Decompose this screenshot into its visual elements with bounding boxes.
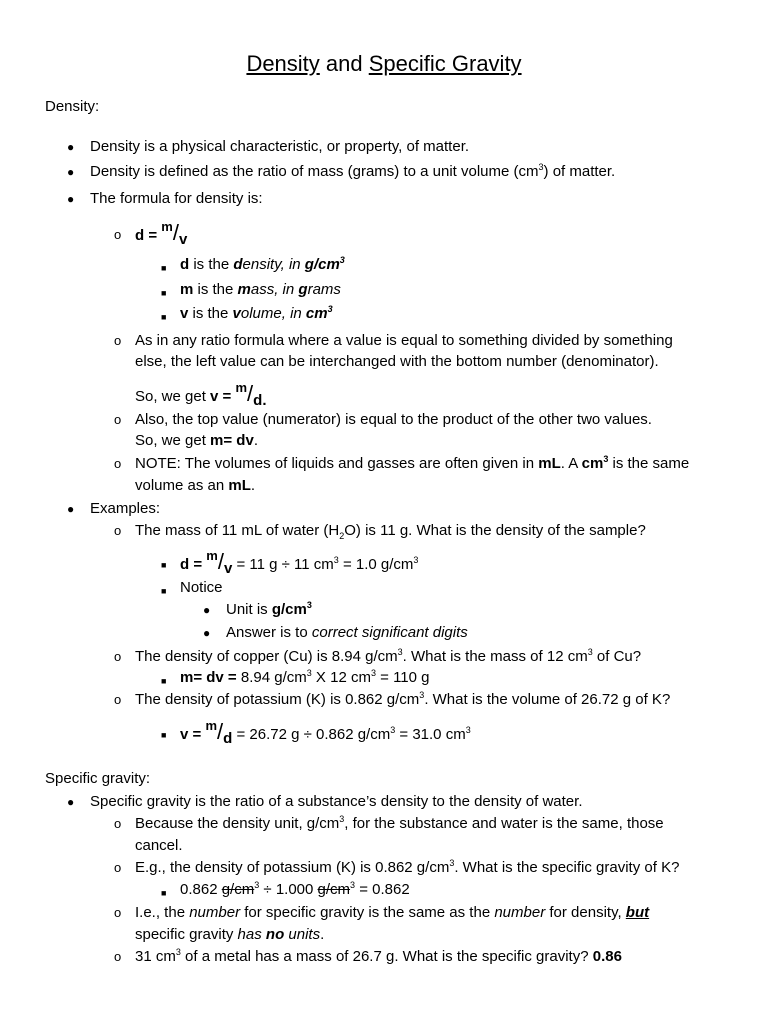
title-specific-gravity: Specific Gravity [368, 51, 522, 76]
def-d-unit: g/cm [304, 256, 340, 273]
superscript: 3 [465, 725, 471, 735]
ratio-line-3-text: So, we get [135, 388, 211, 405]
density-bullet-3 [67, 190, 263, 208]
struck-unit-2: g/cm [317, 881, 351, 898]
circle-bullet-icon: o [114, 692, 122, 707]
density-bullet-3-text: The formula for density is: [90, 190, 263, 207]
example-2-formula [161, 668, 430, 687]
example-2-text-c: of Cu? [592, 648, 642, 665]
note-text-a: NOTE: The volumes of liquids and gasses are often given in [135, 455, 539, 472]
sg4b-has: has [237, 926, 262, 943]
definition-d [161, 255, 345, 274]
def-m-word: ass, in [250, 281, 299, 298]
formula-slash: / [217, 719, 224, 744]
notice-item [161, 579, 223, 597]
circle-bullet-icon: o [114, 412, 122, 427]
formula-lhs: v = [210, 388, 236, 405]
formula-period: . [262, 392, 267, 409]
circle-bullet-icon: o [114, 860, 122, 875]
examples-bullet [67, 500, 161, 518]
superscript: 3 [175, 947, 181, 957]
unit-value: g/cm [271, 601, 307, 618]
answer-item [203, 624, 468, 642]
also-line-2-end: . [253, 432, 258, 449]
example-1 [114, 522, 646, 541]
note-line-1 [114, 454, 690, 473]
sg-line-5 [114, 947, 622, 966]
ratio-line-2: else, the left value can be interchanged with the bottom number (denominator). [135, 353, 659, 370]
density-bullet-1 [67, 138, 470, 156]
specific-gravity-heading: Specific gravity: [45, 770, 151, 787]
sg4-but: but [625, 904, 650, 921]
sg4-e: for density, [545, 904, 626, 921]
def-v-text: is the [188, 305, 233, 322]
def-v-unit: cm [305, 305, 328, 322]
sg-formula [161, 880, 410, 899]
superscript: 3 [306, 600, 312, 610]
bullet-icon: ● [67, 192, 75, 206]
example-2-calc-b: X 12 cm [311, 669, 371, 686]
square-bullet-icon: ■ [161, 560, 167, 570]
density-bullet-1-text: Density is a physical characteristic, or property, of matter. [90, 138, 470, 155]
density-bullet-2-text: Density is defined as the ratio of mass (grams) to a unit volume (cm [90, 163, 539, 180]
formula-denominator: v [178, 231, 188, 248]
formula-denominator: d [223, 730, 233, 747]
sg4b-a: specific gravity [135, 926, 238, 943]
note2-end: . [250, 477, 256, 494]
formula-slash: / [217, 549, 224, 574]
example-2-text-b: . What is the mass of 12 cm [402, 648, 588, 665]
formula-denominator: d [253, 392, 263, 409]
superscript: 3 [419, 690, 425, 700]
superscript: 3 [339, 814, 345, 824]
def-d-word: ensity, in [242, 256, 305, 273]
sg-line-3-text-b: . What is the specific gravity of K? [454, 859, 680, 876]
superscript: 3 [397, 647, 403, 657]
sg-line-2 [114, 814, 664, 833]
def-v-word: olume, in [240, 305, 306, 322]
sg-line-2-text-b: , for the substance and water is the same, those [344, 815, 664, 832]
superscript: 3 [339, 255, 345, 265]
example-3-formula [161, 718, 471, 747]
def-d-text: is the [189, 256, 234, 273]
sg4b-no: no [265, 926, 285, 943]
unit-text: Unit is [226, 601, 272, 618]
sg4-c: for specific gravity is the same as the [240, 904, 495, 921]
bullet-icon: ● [203, 626, 211, 640]
sg-line-2-text-a: Because the density unit, g/cm [135, 815, 340, 832]
def-m-unit-rest: rams [307, 281, 341, 298]
square-bullet-icon: ■ [161, 888, 167, 898]
formula-numerator: m [205, 718, 217, 733]
note-ml: mL [538, 455, 561, 472]
formula-slash: / [172, 220, 179, 245]
sg-line-3-text-a: E.g., the density of potassium (K) is 0.862 g/cm [135, 859, 450, 876]
struck-unit-1: g/cm [221, 881, 255, 898]
def-v-initial: v [232, 305, 241, 322]
formula-lhs: d = [180, 556, 207, 573]
unit-item [203, 600, 312, 619]
density-heading: Density: [45, 98, 100, 115]
sg4-number-1: number [189, 904, 241, 921]
superscript: 3 [413, 555, 419, 565]
example-2-text-a: The density of copper (Cu) is 8.94 g/cm [135, 648, 398, 665]
bullet-icon: ● [203, 603, 211, 617]
superscript: 3 [370, 668, 376, 678]
example-3-result: = 31.0 cm [395, 726, 466, 743]
formula-slash: / [247, 381, 254, 406]
bullet-icon: ● [67, 502, 75, 516]
example-3 [114, 690, 671, 709]
sg5-answer: 0.86 [592, 948, 622, 965]
def-d-symbol: d [180, 256, 190, 273]
note-text-e: is the same [608, 455, 690, 472]
sg5-b: of a metal has a mass of 26.7 g. What is the specific gravity? [180, 948, 593, 965]
formula-lhs: d = [135, 227, 162, 244]
superscript: 3 [306, 668, 312, 678]
density-formula [114, 219, 188, 248]
subscript: 2 [339, 531, 345, 541]
example-2-calc-a: 8.94 g/cm [240, 669, 307, 686]
example-1-text-a: The mass of 11 mL of water (H [135, 522, 340, 539]
example-1-formula [161, 548, 419, 577]
example-2-formula-lhs: m= dv = [180, 669, 241, 686]
def-m-unit-initial: g [298, 281, 308, 298]
square-bullet-icon: ■ [161, 312, 167, 322]
example-3-text-a: The density of potassium (K) is 0.862 g/cm [135, 691, 420, 708]
page-title [0, 51, 768, 77]
def-d-initial: d [233, 256, 243, 273]
def-m-text: is the [193, 281, 238, 298]
square-bullet-icon: ■ [161, 676, 167, 686]
also-line-2 [135, 432, 258, 450]
circle-bullet-icon: o [114, 456, 122, 471]
square-bullet-icon: ■ [161, 263, 167, 273]
circle-bullet-icon: o [114, 949, 122, 964]
sg-line-4-cont [135, 926, 324, 944]
definition-v [161, 304, 333, 323]
ratio-line-3 [135, 380, 267, 409]
sg-line-4 [114, 904, 650, 922]
superscript: 3 [327, 304, 333, 314]
also-line-1-text: Also, the top value (numerator) is equal to the product of the other two values. [135, 411, 652, 428]
superscript: 3 [350, 880, 356, 890]
formula-lhs: v = [180, 726, 206, 743]
sg-line-3 [114, 858, 680, 877]
notice-label: Notice [180, 579, 223, 596]
sg4-a: I.e., the [135, 904, 190, 921]
superscript: 3 [390, 725, 396, 735]
circle-bullet-icon: o [114, 905, 122, 920]
note2-ml: mL [228, 477, 251, 494]
answer-text: Answer is to [226, 624, 312, 641]
superscript: 3 [603, 454, 609, 464]
superscript: 3 [449, 858, 455, 868]
sg-bullet-1-text: Specific gravity is the ratio of a substance’s density to the density of water. [90, 793, 583, 810]
formula-denominator: v [223, 560, 233, 577]
sg-formula-result: = 0.862 [355, 881, 410, 898]
example-1-calc: = 11 g ÷ 11 cm [232, 556, 334, 573]
note-cm: cm [581, 455, 604, 472]
ratio-line-1-text: As in any ratio formula where a value is equal to something divided by something [135, 332, 673, 349]
density-bullet-2-end: ) of matter. [543, 163, 616, 180]
formula-numerator: m [161, 219, 173, 234]
ratio-line-1 [114, 332, 673, 350]
examples-label: Examples: [90, 500, 161, 517]
formula-numerator: m [206, 548, 218, 563]
square-bullet-icon: ■ [161, 586, 167, 596]
superscript: 3 [538, 162, 544, 172]
note-line-2 [135, 477, 255, 495]
def-v-symbol: v [180, 305, 189, 322]
example-3-calc: = 26.72 g ÷ 0.862 g/cm [232, 726, 391, 743]
sg4b-end: . [320, 926, 325, 943]
example-3-text-b: . What is the volume of 26.72 g of K? [424, 691, 671, 708]
title-and: and [319, 51, 369, 76]
example-2-result: = 110 g [375, 669, 430, 686]
note-text-c: . A [560, 455, 582, 472]
answer-emphasis: correct significant digits [311, 624, 468, 641]
superscript: 3 [333, 555, 339, 565]
title-density: Density [246, 51, 320, 76]
also-line-1 [114, 411, 652, 429]
square-bullet-icon: ■ [161, 288, 167, 298]
circle-bullet-icon: o [114, 649, 122, 664]
sg5-a: 31 cm [135, 948, 176, 965]
also-line-2-formula: m= dv [210, 432, 254, 449]
sg4b-units: units [288, 926, 321, 943]
circle-bullet-icon: o [114, 816, 122, 831]
sg-formula-a: 0.862 [180, 881, 222, 898]
example-2 [114, 647, 642, 666]
sg4-number-2: number [494, 904, 546, 921]
def-m-initial: m [237, 281, 251, 298]
formula-numerator: m [235, 380, 248, 395]
def-m-symbol: m [180, 281, 194, 298]
circle-bullet-icon: o [114, 523, 122, 538]
definition-m [161, 281, 341, 299]
example-1-text-b: O) is 11 g. What is the density of the sample? [344, 522, 646, 539]
bullet-icon: ● [67, 165, 75, 179]
also-line-2-text: So, we get [135, 432, 211, 449]
square-bullet-icon: ■ [161, 730, 167, 740]
sg-bullet-1 [67, 793, 583, 811]
circle-bullet-icon: o [114, 227, 122, 242]
superscript: 3 [587, 647, 593, 657]
note2-text-a: volume as an [135, 477, 229, 494]
sg-formula-b: ÷ 1.000 [259, 881, 318, 898]
bullet-icon: ● [67, 795, 75, 809]
superscript: 3 [254, 880, 260, 890]
example-1-result: = 1.0 g/cm [338, 556, 414, 573]
density-bullet-2 [67, 162, 616, 181]
circle-bullet-icon: o [114, 333, 122, 348]
sg-line-2-cont: cancel. [135, 837, 183, 854]
bullet-icon: ● [67, 140, 75, 154]
